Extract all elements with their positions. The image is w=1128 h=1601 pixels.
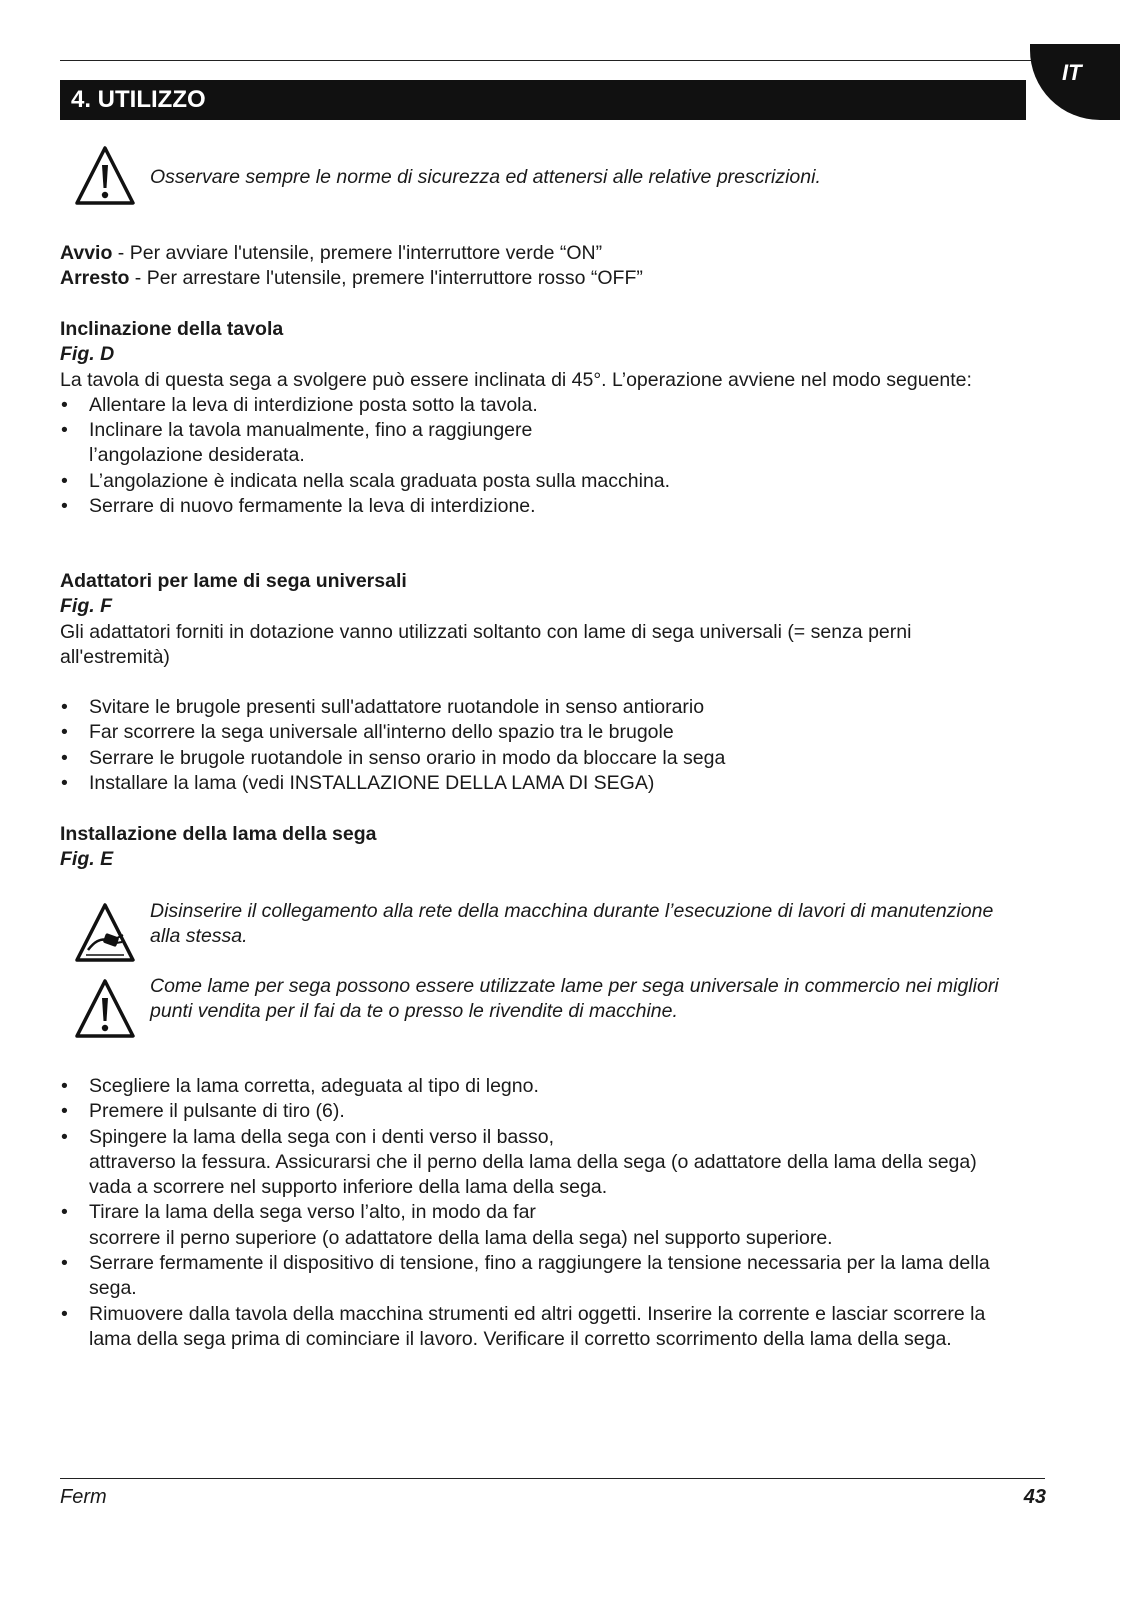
start-label: Avvio xyxy=(60,242,113,264)
warning-triangle-icon xyxy=(74,145,136,207)
list-item-continuation: attraverso la fessura. Assicurarsi che il perno della lama della sega (o adattatore della lama della sega) vada a scorrere nel supporto inferiore della lama della sega. xyxy=(89,1150,977,1199)
list-item xyxy=(60,1125,1020,1201)
tilt-heading: Inclinazione della tavola xyxy=(60,318,284,340)
install-steps xyxy=(60,1074,1020,1352)
safety-warning: Osservare sempre le norme di sicurezza ed attenersi alle relative prescrizioni. xyxy=(150,166,821,188)
list-item: • Inclinare la tavola manualmente, fino a raggiungere l’angolazione desiderata. xyxy=(60,418,579,469)
tilt-intro: La tavola di questa sega a svolgere può essere inclinata di 45°. L’operazione avviene nel modo seguente: xyxy=(60,368,972,391)
install-heading-block xyxy=(60,822,1020,873)
adapters-section xyxy=(60,569,1020,796)
list-item: • Scegliere la lama corretta, adeguata al tipo di legno. xyxy=(60,1074,1020,1099)
list-item: • Allentare la leva di interdizione posta sotto la tavola. xyxy=(60,393,1020,418)
list-item: • Serrare le brugole ruotandole in senso orario in modo da bloccare la sega xyxy=(60,746,1020,771)
tilt-section xyxy=(60,317,1020,519)
start-text: - Per avviare l'utensile, premere l'interruttore verde “ON” xyxy=(112,242,603,264)
list-item: • Rimuovere dalla tavola della macchina strumenti ed altri oggetti. Inserire la corrente e lasciar scorrere la lama della sega prima di cominciare il lavoro. Verificare il corretto scorrimento della lama della sega. xyxy=(60,1302,1020,1353)
bottom-rule xyxy=(60,1478,1045,1479)
list-item xyxy=(60,1200,1020,1251)
list-item: • Far scorrere la sega universale all'interno dello spazio tra le brugole xyxy=(60,720,1020,745)
unplug-warning: Disinserire il collegamento alla rete della macchina durante l’esecuzione di lavori di manutenzione alla stessa. xyxy=(150,900,994,947)
page-number: 43 xyxy=(1023,1486,1046,1508)
list-item: • Serrare di nuovo fermamente la leva di interdizione. xyxy=(60,494,1020,519)
adapters-steps xyxy=(60,695,1020,796)
list-item-text: Spingere la lama della sega con i denti verso il basso, xyxy=(89,1125,555,1148)
top-rule xyxy=(60,60,1045,61)
list-item: • L’angolazione è indicata nella scala graduata posta sulla macchina. xyxy=(60,469,1020,494)
adapters-intro: Gli adattatori forniti in dotazione vanno utilizzati soltanto con lame di sega universali (= senza perni all'estremità) xyxy=(60,620,912,668)
list-item-text: Tirare la lama della sega verso l’alto, in modo da far xyxy=(89,1201,536,1224)
start-stop-block xyxy=(60,241,1020,292)
stop-text: - Per arrestare l'utensile, premere l'interruttore rosso “OFF” xyxy=(129,267,643,290)
language-tab: IT xyxy=(1030,44,1120,120)
list-item: • Premere il pulsante di tiro (6). xyxy=(60,1099,1020,1124)
list-item-continuation: scorrere il perno superiore (o adattatore della lama della sega) nel supporto superiore. xyxy=(89,1226,833,1249)
unplug-warning-icon xyxy=(74,902,136,964)
install-steps-block xyxy=(60,1074,1020,1352)
tilt-fig-ref: Fig. D xyxy=(60,343,115,366)
adapters-fig-ref: Fig. F xyxy=(60,595,112,618)
adapters-heading: Adattatori per lame di sega universali xyxy=(60,570,407,592)
section-title: 4. UTILIZZO xyxy=(60,80,1026,120)
tilt-steps xyxy=(60,393,1020,519)
list-item: • Installare la lama (vedi INSTALLAZIONE DELLA LAMA DI SEGA) xyxy=(60,771,1020,796)
install-fig-ref: Fig. E xyxy=(60,848,114,871)
list-item: • Svitare le brugole presenti sull'adattatore ruotandole in senso antiorario xyxy=(60,695,1020,720)
stop-label: Arresto xyxy=(60,267,130,290)
footer-brand: Ferm xyxy=(60,1486,107,1508)
blade-type-warning: Come lame per sega possono essere utilizzate lame per sega universale in commercio nei migliori punti vendita per il fai da te o presso le rivendite di macchine. xyxy=(150,975,999,1022)
warning-triangle-icon xyxy=(74,978,136,1040)
install-heading: Installazione della lama della sega xyxy=(60,823,377,845)
list-item: • Serrare fermamente il dispositivo di tensione, fino a raggiungere la tensione necessaria per la lama della sega. xyxy=(60,1251,1020,1302)
